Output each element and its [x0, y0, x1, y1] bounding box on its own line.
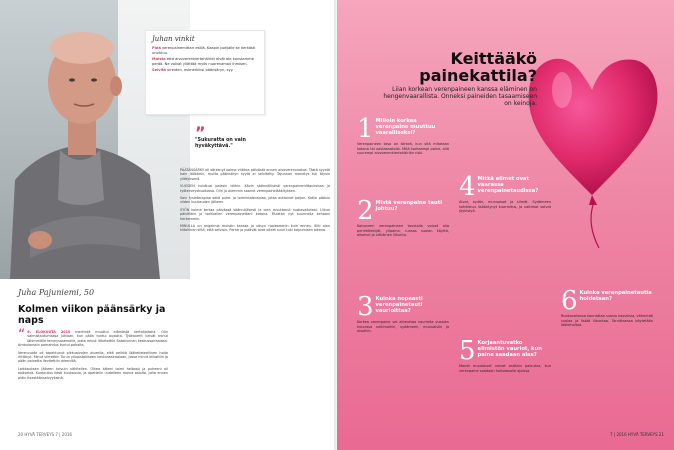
tips-item-text: verenpainemittari esillä. Kaapin pohjalle se herkästi unohtuu.	[152, 46, 256, 55]
paragraph: VUODEN kuluttua palasin töihin. Kävin säännöllisesti verenpainemittauksissa ja työterveyshuollossa. Olin jo aiemmin saanut verenpainelääkityksen.	[180, 184, 330, 193]
qa-number: 3	[357, 292, 374, 322]
paragraph-lead: 6. ELOKUUTA 2010	[27, 330, 71, 334]
qa-answer: Verenpaineen taso on tärkeä, kun sitä mitataan kotona tai vastaanotolla. Mitä korkeampi paine, sitä suurempi aivoverenkiertohäiriön riski.	[357, 142, 449, 155]
page-footer-right: 7 | 2016 HYVÄ TERVEYS 21	[610, 432, 664, 437]
qa-answer: Aivot, sydän, munuaiset ja silmät. Sydämeen kohdistuu lisääntynyt kuormitus, ja valtimot voivat jäykistyä.	[459, 200, 551, 213]
pull-quote	[195, 123, 257, 149]
paragraph	[18, 327, 169, 348]
heart-balloon-illustration	[517, 20, 667, 250]
qa-question: Mistä verenpaine tauti johtuu?	[375, 200, 442, 212]
qa-number: 5	[459, 336, 476, 366]
qa-answer: Kohonnen verenpaineen taustalla voivat olla perintötekijät, ylipaino, runsas suolan käyttö, alkoholi ja vähäinen liikunta.	[357, 224, 449, 237]
tips-item	[152, 46, 258, 55]
qa-block	[459, 336, 551, 373]
article-intro: Liian korkean verenpaineen kanssa eläminen on hengenvaarallista. Onneksi paineiden tasaamiseen on keinoja.	[383, 86, 537, 108]
paragraph: PÄÄTÄNSÄRKY oli särkenyt kolme viikkoa päivästä ennen aivoverenvuotoa. Tästä syystä hain lääkäriin, mutta päänsäryn syytä ei selvitetty. Tajunnan menetys tuli täysin yllätyksenä.	[180, 168, 330, 181]
quote-mark-icon: ”	[195, 123, 206, 142]
tips-item-lead: Muista	[152, 57, 166, 62]
quote-mark-icon: “	[18, 327, 26, 343]
qa-question: Kuinka nopeasti verenpainetauti vaurioittaa?	[375, 296, 423, 314]
qa-question: Korjaantuvatko elimistön vauriot, kun paine saadaan alas?	[477, 340, 543, 358]
article-column-left	[18, 327, 169, 383]
story-headline: Kolmen viikon päänsärky ja naps	[18, 304, 166, 326]
right-page	[337, 0, 674, 450]
qa-number: 1	[357, 114, 374, 144]
qa-number: 6	[561, 286, 578, 316]
page-footer-left: 20 HYVÄ TERVEYS 7 | 2016	[18, 432, 72, 437]
qa-block	[459, 172, 551, 214]
paragraph: SYÖN kolme kertaa päivässä säännöllisesti ja olen muuttanut ruokavaliotani. Liikun päivittäin ja tarkkailen verenpainettani kotona. Muistan nyt kuunnella kehoani herkemmin.	[180, 207, 330, 221]
qa-question: Milloin korkea verenpaine muuttuu vaaralliseksi?	[375, 118, 436, 136]
tips-item-lead: Pidä	[152, 46, 161, 50]
tips-item-lead: Selvitä	[152, 68, 166, 73]
qa-block	[357, 292, 449, 334]
qa-number: 4	[459, 172, 476, 202]
tips-title: Juhan vinkit	[152, 35, 195, 43]
qa-block	[357, 114, 449, 156]
qa-number: 2	[357, 196, 374, 226]
pull-quote-text: "Sukuratta on vain hyväkyttävä."	[195, 138, 246, 149]
qa-answer: Monet muutokset voivat osittain palautua, kun verenpaine saadaan hoitotasolle ajoissa.	[459, 364, 551, 373]
paragraph: MINULLA on ongelmia muistin kanssa ja väsyn nopeammin kuin ennen. Silti olen kiitollinen siitä, että selvisin. Perhe ja ystävät ovat olleet suuri tuki toipumisen aikana.	[180, 224, 330, 233]
qa-answer: Korkea verenpaine voi aiheuttaa vaurioita vuosien kuluessa valtimoihin, sydämeen, munuaisiin ja aivoihin.	[357, 320, 449, 333]
qa-question: Mitkä elimet ovat vaarassa verenpainetaudissa?	[477, 176, 539, 194]
article-column-right	[180, 168, 330, 236]
left-page	[0, 0, 335, 450]
qa-block	[561, 286, 653, 328]
tips-item	[152, 57, 258, 66]
tips-item	[152, 68, 258, 73]
tips-item-text: että aivoverenkiertohäiriöt eivät ole konstamme perää. Ne voivat yllättää myös nuorenaman ihmisen.	[152, 57, 254, 66]
page-gutter	[334, 0, 338, 450]
article-title: Keittääkö painekattila?	[419, 49, 537, 85]
paragraph: Sain fysioterapiaa sekä puhe- ja toimintaterapiaa, jotka auttoivat paljon. Kotiin pääsin viiden kuukauden jälkeen.	[180, 196, 330, 205]
paragraph: Leikkauksen jälkeen toivuin vähitellen. Oikea käteni toimi heikosti ja puheeni oli epäselvä. Kuntoutus kesti kuukausia, ja opettelin uudelleen monia asioita, joita ennen pidin itsestäänselvyyksinä.	[18, 366, 168, 380]
qa-block	[357, 196, 449, 238]
paragraph-text: merkintä muuttui elämästä kertaheitolla. Olin valmistautumassa juhlaan, kun pään tuntui oudolta. Työkaverit veivät minut lähimmälle terveysasemalle, josta minut lähetettiin Satakunnan keskussairaalaan. Ambulanssin pamahdus tuntui pahalta.	[18, 330, 169, 348]
person-name: Juha Pajuniemi, 50	[18, 288, 95, 297]
tips-box	[145, 30, 265, 115]
paragraph: Verenvuoto oli tapahtunut pikkuaivojen alueella, eikä pelkkä lääketieteellinen hoito riittänyt. Minut siirrettiin Turun yliopistolliseen keskussairaalaan, jossa minut leikattiin ja pään painetta lievitettiin dreenillä.	[18, 350, 168, 364]
qa-question: Kuinka verenpainetautia hoidetaan?	[579, 290, 652, 302]
tips-item-text: oireiden, esimerkiksi päänsäryn, syy.	[167, 68, 234, 73]
qa-answer: Ruokavaliossa kannattaa suosia kasviksia, vähentää suolaa ja lisätä liikuntaa. Tarvittaessa käytetään lääkehoitoa.	[561, 314, 653, 327]
